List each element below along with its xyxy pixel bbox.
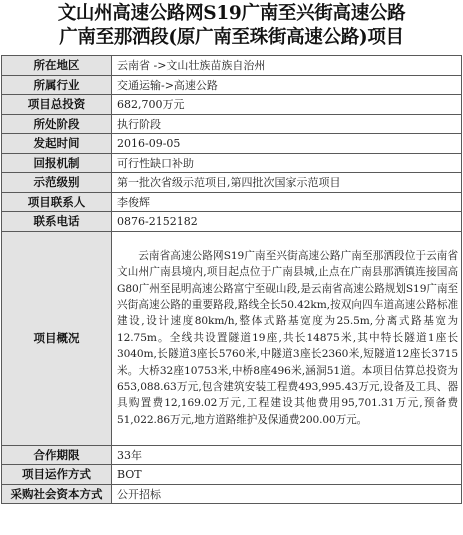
investment-label: 项目总投资 — [2, 95, 112, 115]
page-title — [0, 0, 463, 52]
region-value: 云南省 ->文山壮族苗族自治州 — [112, 56, 462, 76]
stage-value: 执行阶段 — [112, 114, 462, 134]
industry-value: 交通运输->高速公路 — [112, 75, 462, 95]
row-region — [2, 56, 462, 76]
demo-label: 示范级别 — [2, 173, 112, 193]
overview-cell — [112, 231, 462, 445]
return-label: 回报机制 — [2, 153, 112, 173]
row-demo — [2, 173, 462, 193]
date-label: 发起时间 — [2, 134, 112, 154]
contact-value: 李俊辉 — [112, 192, 462, 212]
overview-text: 云南省高速公路网S19广南至兴街高速公路广南至那洒段位于云南省文山州广南县境内,项目起点位于广南县城,止点在广南县那洒镇连接国高G80广州至昆明高速公路富宁至砚山段,是云南省高速公路规划S19广南至兴街高速公路的重要路段,路线全长50.42km,按双向四车道高速公路标准建设,设计速度80km/h,整体式路基宽度为25.5m,分离式路基宽为12.75m。全线共设置隧道19座,共长14875米,其中特长隧道1座长3040m,长隧道3座长5760米,中隧道3座长2360米,短隧道12座长3715米。大桥32座10753米,中桥8座496米,涵洞51道。本项目估算总投资为653,088.63万元,包含建筑安装工程费493,995.43万元,设备及工具、器具购置费12,169.02万元,工程建设其他费用95,701.31万元,预备费51,022.86万元,地方道路维护及保通费200.00万元。 — [117, 249, 458, 426]
period-value: 33年 — [112, 445, 462, 465]
return-value: 可行性缺口补助 — [112, 153, 462, 173]
investment-value: 682,700万元 — [112, 95, 462, 115]
period-label: 合作期限 — [2, 445, 112, 465]
row-stage — [2, 114, 462, 134]
region-label: 所在地区 — [2, 56, 112, 76]
row-industry — [2, 75, 462, 95]
procurement-value: 公开招标 — [112, 484, 462, 504]
stage-label: 所处阶段 — [2, 114, 112, 134]
phone-value: 0876-2152182 — [112, 212, 462, 232]
row-period — [2, 445, 462, 465]
row-overview — [2, 231, 462, 445]
phone-label: 联系电话 — [2, 212, 112, 232]
row-date — [2, 134, 462, 154]
row-return — [2, 153, 462, 173]
row-mode — [2, 465, 462, 485]
project-info-table — [1, 55, 462, 504]
row-contact — [2, 192, 462, 212]
row-investment — [2, 95, 462, 115]
row-procurement — [2, 484, 462, 504]
industry-label: 所属行业 — [2, 75, 112, 95]
title-line-1: 文山州高速公路网S19广南至兴街高速公路 — [57, 3, 406, 24]
contact-label: 项目联系人 — [2, 192, 112, 212]
overview-label: 项目概况 — [2, 231, 112, 445]
mode-value: BOT — [112, 465, 462, 485]
date-value: 2016-09-05 — [112, 134, 462, 154]
demo-value: 第一批次省级示范项目,第四批次国家示范项目 — [112, 173, 462, 193]
title-line-2: 广南至那洒段(原广南至珠街高速公路)项目 — [59, 27, 404, 48]
procurement-label: 采购社会资本方式 — [2, 484, 112, 504]
row-phone — [2, 212, 462, 232]
mode-label: 项目运作方式 — [2, 465, 112, 485]
